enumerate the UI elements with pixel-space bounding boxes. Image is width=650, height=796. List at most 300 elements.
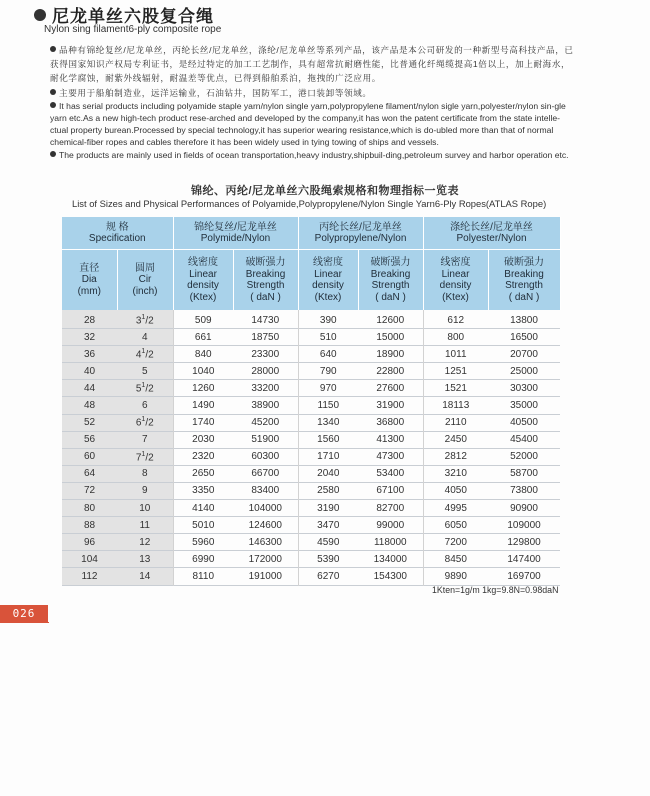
cell-value: 4 xyxy=(135,349,142,361)
table-cell xyxy=(173,448,233,465)
half-mark: 1 xyxy=(141,382,146,390)
cell-value: 2580 xyxy=(317,485,340,497)
table-cell xyxy=(298,431,358,448)
half-suffix: /2 xyxy=(145,451,154,463)
table-cell xyxy=(173,363,233,380)
header-en: Specification xyxy=(88,233,146,244)
cell-value: 67100 xyxy=(376,485,405,497)
cell-value: 9890 xyxy=(444,570,467,582)
table-cell xyxy=(298,329,358,346)
cell-value: 4590 xyxy=(317,536,340,548)
table-title-zh: 锦纶、丙纶/尼龙单丝六股绳索规格和物理指标一览表 xyxy=(190,185,460,197)
table-cell xyxy=(358,551,423,568)
table-cell xyxy=(358,329,423,346)
cell-value: 64 xyxy=(83,468,96,480)
table-cell xyxy=(298,414,358,431)
table-cell xyxy=(488,534,560,551)
table-row xyxy=(62,448,560,465)
table-cell xyxy=(173,482,233,499)
cell-value: 4140 xyxy=(192,502,215,514)
table-cell xyxy=(358,363,423,380)
table-cell xyxy=(423,551,488,568)
table-row xyxy=(62,482,560,499)
cell-value: 112 xyxy=(81,570,98,582)
subheader-en: Linear xyxy=(441,268,470,280)
table-cell xyxy=(488,397,560,414)
header-density xyxy=(298,250,358,311)
subheader-en: density xyxy=(312,280,344,291)
intro-paragraph xyxy=(50,43,578,86)
cell-value: 129800 xyxy=(507,536,541,548)
table-cell xyxy=(423,534,488,551)
table-cell xyxy=(233,431,298,448)
table-cell xyxy=(233,363,298,380)
cell-value: 96 xyxy=(83,536,96,548)
cell-value: 5 xyxy=(141,365,148,377)
header-strength xyxy=(233,250,298,311)
cell-value: 72 xyxy=(83,485,96,497)
cell-value: 2320 xyxy=(192,451,215,463)
subheader-zh: 破断强力 xyxy=(245,257,286,268)
cell-value: 18113 xyxy=(442,400,470,412)
table-title-en: List of Sizes and Physical Performances of Polyamide,Polypropylene/Nylon Single Yarn6-Ply Ropes(ATLAS Rope) xyxy=(72,198,547,209)
table-cell xyxy=(488,346,560,363)
cell-value: 154300 xyxy=(373,570,407,582)
cell-value: 30300 xyxy=(510,382,538,394)
table-cell xyxy=(488,482,560,499)
table-cell xyxy=(173,397,233,414)
subheader-en: Dia xyxy=(81,274,97,286)
cell-value: 6 xyxy=(135,417,142,429)
unit-note: 1Kten=1g/m 1kg=9.8N=0.98daN xyxy=(432,585,559,595)
table-cell xyxy=(423,329,488,346)
table-cell xyxy=(423,310,488,329)
table-cell xyxy=(117,310,173,329)
table-cell xyxy=(62,414,117,431)
cell-value: 5010 xyxy=(192,519,215,531)
table-cell xyxy=(62,448,117,465)
header-polypropylene-nylon xyxy=(298,217,423,250)
half-mark: 1 xyxy=(141,416,146,424)
cell-value: 7 xyxy=(135,451,142,463)
subheader-zh: 破断强力 xyxy=(370,257,411,268)
half-mark: 1 xyxy=(141,450,146,458)
cell-value: 4 xyxy=(141,331,148,343)
cell-value: 6050 xyxy=(444,519,467,531)
table-cell xyxy=(298,346,358,363)
table-row xyxy=(62,310,560,329)
table-cell xyxy=(117,431,173,448)
table-cell xyxy=(423,482,488,499)
cell-value: 60 xyxy=(83,451,96,463)
table-cell xyxy=(173,414,233,431)
cell-value: 1040 xyxy=(192,365,215,377)
cell-value: 27600 xyxy=(376,382,405,394)
table-cell xyxy=(423,346,488,363)
table-cell xyxy=(423,517,488,534)
table-cell xyxy=(117,346,173,363)
cell-value: 5 xyxy=(135,383,142,395)
table-cell xyxy=(233,397,298,414)
cell-value: 11 xyxy=(139,519,150,531)
cell-value: 970 xyxy=(319,382,337,394)
table-row xyxy=(62,551,560,568)
table-cell xyxy=(173,551,233,568)
table-cell xyxy=(358,431,423,448)
intro-zh-1: 品种有锦纶复丝/尼龙单丝，丙纶长丝/尼龙单丝，涤纶/尼龙单丝等系列产品，该产品是本公司研发的一种新型号高科技产品，已获得国家知识产权局专利证书，是经过特定的加工工艺制作，具有超常抗耐磨性能，比普通化纤绳缆提高1倍以上，加上耐海水，耐化学腐蚀，耐紫外线辐射，耐温差等优点，已得到船舶系泊，拖拽的广泛应用。 xyxy=(50,45,574,84)
table-cell xyxy=(488,517,560,534)
table-cell xyxy=(358,568,423,585)
table-cell xyxy=(358,380,423,397)
table-cell xyxy=(62,465,117,482)
table-cell xyxy=(62,517,117,534)
header-zh: 规 格 xyxy=(105,221,129,233)
table-cell xyxy=(358,482,423,499)
half-suffix: /2 xyxy=(145,315,154,327)
cell-value: 12 xyxy=(139,536,151,548)
half-suffix: /2 xyxy=(145,383,154,395)
header-zh: 涤纶长丝/尼龙单丝 xyxy=(450,221,533,233)
cell-value: 7 xyxy=(141,434,148,446)
cell-value: 2812 xyxy=(444,451,467,463)
subheader-unit: ( daN ) xyxy=(375,291,406,303)
cell-value: 73800 xyxy=(510,485,538,497)
cell-value: 612 xyxy=(447,314,465,326)
table-cell xyxy=(173,431,233,448)
table-cell xyxy=(62,346,117,363)
table-cell xyxy=(298,448,358,465)
table-cell xyxy=(62,568,117,585)
subheader-en: Linear xyxy=(314,268,342,280)
cell-value: 25000 xyxy=(510,365,538,377)
table-cell xyxy=(358,534,423,551)
subheader-unit: (mm) xyxy=(77,285,101,297)
header-en: Polypropylene/Nylon xyxy=(314,233,407,244)
table-row xyxy=(62,414,560,431)
cell-value: 40 xyxy=(83,365,96,377)
table-cell xyxy=(298,500,358,517)
cell-value: 124600 xyxy=(248,519,282,531)
subheader-zh: 破断强力 xyxy=(504,257,545,268)
table-cell xyxy=(117,448,173,465)
cell-value: 800 xyxy=(447,331,465,343)
table-cell xyxy=(358,448,423,465)
table-cell xyxy=(358,465,423,482)
table-cell xyxy=(298,380,358,397)
header-density xyxy=(173,250,233,311)
table-cell xyxy=(298,465,358,482)
table-cell xyxy=(488,310,560,329)
table-cell xyxy=(62,551,117,568)
subheader-unit: ( daN ) xyxy=(250,291,281,303)
header-en: Polyester/Nylon xyxy=(456,233,527,244)
cell-value: 104 xyxy=(81,553,98,565)
table-cell xyxy=(298,517,358,534)
cell-value: 661 xyxy=(194,331,212,343)
cell-value: 88 xyxy=(83,519,96,531)
subheader-unit: (Ktex) xyxy=(442,291,469,303)
subheader-en: Strength xyxy=(246,280,285,291)
cell-value: 18750 xyxy=(251,331,280,343)
table-cell xyxy=(423,448,488,465)
table-cell xyxy=(173,346,233,363)
cell-value: 640 xyxy=(319,348,337,360)
cell-value: 4995 xyxy=(444,502,467,514)
cell-value: 41300 xyxy=(376,434,405,446)
cell-value: 8110 xyxy=(192,570,215,582)
cell-value: 104000 xyxy=(248,502,282,514)
table-cell xyxy=(423,431,488,448)
cell-value: 7200 xyxy=(444,536,467,548)
title-en: Nylon sing filament6-ply composite rope xyxy=(44,24,222,35)
cell-value: 4050 xyxy=(444,485,467,497)
table-row xyxy=(62,517,560,534)
header-strength xyxy=(358,250,423,311)
table-cell xyxy=(173,568,233,585)
cell-value: 509 xyxy=(194,314,212,326)
table-cell xyxy=(488,431,560,448)
table-cell xyxy=(298,397,358,414)
cell-value: 1260 xyxy=(192,382,215,394)
cell-value: 390 xyxy=(319,314,337,326)
subheader-en: density xyxy=(439,280,472,291)
cell-value: 99000 xyxy=(376,519,405,531)
subheader-zh: 直径 xyxy=(79,262,100,274)
table-cell xyxy=(117,551,173,568)
cell-value: 1521 xyxy=(444,382,467,394)
page-number: 026 xyxy=(0,605,48,623)
subheader-en: Breaking xyxy=(370,268,411,280)
table-cell xyxy=(173,465,233,482)
cell-value: 147400 xyxy=(507,553,541,565)
half-suffix: /2 xyxy=(145,349,154,361)
table-cell xyxy=(423,465,488,482)
cell-value: 38900 xyxy=(251,400,280,412)
cell-value: 1150 xyxy=(317,400,340,412)
cell-value: 2110 xyxy=(445,417,467,429)
table-cell xyxy=(358,346,423,363)
subheader-en: Linear xyxy=(189,268,217,280)
cell-value: 35000 xyxy=(510,400,538,412)
cell-value: 6 xyxy=(141,400,148,412)
table-cell xyxy=(173,500,233,517)
cell-value: 3 xyxy=(135,315,142,327)
subheader-en: Breaking xyxy=(504,268,544,280)
cell-value: 36800 xyxy=(376,417,405,429)
half-suffix: /2 xyxy=(145,417,154,429)
intro-text xyxy=(50,43,578,161)
cell-value: 1251 xyxy=(444,365,467,377)
cell-value: 13800 xyxy=(510,314,538,326)
table-cell xyxy=(117,465,173,482)
bullet-icon xyxy=(50,102,56,108)
intro-en-2: The products are mainly used in fields of ocean transportation,heavy industry,shipbuil-ding,petroleum survey and harbor operation etc. xyxy=(59,149,569,160)
cell-value: 118000 xyxy=(373,536,407,548)
table-cell xyxy=(233,448,298,465)
subheader-zh: 线密度 xyxy=(440,257,471,268)
cell-value: 790 xyxy=(319,365,337,377)
cell-value: 510 xyxy=(319,331,337,343)
table-cell xyxy=(423,363,488,380)
table-cell xyxy=(358,517,423,534)
table-cell xyxy=(233,414,298,431)
table-cell xyxy=(233,551,298,568)
subheader-zh: 线密度 xyxy=(188,257,219,268)
table-cell xyxy=(358,414,423,431)
cell-value: 36 xyxy=(83,348,96,360)
table-cell xyxy=(233,465,298,482)
cell-value: 82700 xyxy=(376,502,405,514)
subheader-en: Strength xyxy=(505,280,543,291)
table-cell xyxy=(423,568,488,585)
table-cell xyxy=(488,329,560,346)
cell-value: 109000 xyxy=(507,519,541,531)
table-cell xyxy=(233,346,298,363)
cell-value: 20700 xyxy=(510,348,538,360)
cell-value: 2450 xyxy=(444,434,467,446)
table-cell xyxy=(117,363,173,380)
table-cell xyxy=(62,363,117,380)
subheader-unit: (Ktex) xyxy=(314,291,342,303)
table-cell xyxy=(173,534,233,551)
cell-value: 3470 xyxy=(317,519,340,531)
cell-value: 14 xyxy=(139,570,151,582)
half-mark: 1 xyxy=(141,348,146,356)
cell-value: 48 xyxy=(83,400,96,412)
table-cell xyxy=(488,551,560,568)
cell-value: 8 xyxy=(141,468,148,480)
cell-value: 1560 xyxy=(317,434,340,446)
table-cell xyxy=(173,310,233,329)
cell-value: 51900 xyxy=(251,434,280,446)
table-cell xyxy=(423,380,488,397)
table-cell xyxy=(233,500,298,517)
cell-value: 3350 xyxy=(192,485,215,497)
table-body xyxy=(62,310,560,585)
cell-value: 18900 xyxy=(376,348,405,360)
subheader-en: Cir xyxy=(138,274,152,286)
table-cell xyxy=(423,414,488,431)
table-cell xyxy=(298,310,358,329)
spec-table xyxy=(62,217,561,586)
table-cell xyxy=(298,534,358,551)
table-row xyxy=(62,397,560,414)
table-cell xyxy=(488,363,560,380)
subheader-unit: (inch) xyxy=(132,285,158,297)
cell-value: 1011 xyxy=(445,348,467,360)
cell-value: 66700 xyxy=(251,468,280,480)
table-cell xyxy=(117,329,173,346)
table-cell xyxy=(117,397,173,414)
cell-value: 2040 xyxy=(317,468,340,480)
table-row xyxy=(62,380,560,397)
subheader-unit: ( daN ) xyxy=(508,291,540,303)
table-cell xyxy=(173,517,233,534)
table-cell xyxy=(358,310,423,329)
table-cell xyxy=(233,380,298,397)
header-dia xyxy=(62,250,117,311)
cell-value: 16500 xyxy=(510,331,538,343)
table-row xyxy=(62,329,560,346)
header-zh: 锦纶复丝/尼龙单丝 xyxy=(194,221,277,233)
header-specification xyxy=(62,217,173,250)
table-cell xyxy=(488,414,560,431)
cell-value: 3190 xyxy=(317,502,340,514)
table-row xyxy=(62,534,560,551)
table-row xyxy=(62,500,560,517)
table-cell xyxy=(298,568,358,585)
cell-value: 60300 xyxy=(251,451,280,463)
cell-value: 6270 xyxy=(317,570,340,582)
table-row xyxy=(62,363,560,380)
table-cell xyxy=(173,380,233,397)
intro-zh-2: 主要用于船舶制造业，远洋运输业，石油钻井，国防军工，港口装卸等领域。 xyxy=(59,87,372,98)
cell-value: 14730 xyxy=(251,314,280,326)
cell-value: 2030 xyxy=(192,434,215,446)
table-cell xyxy=(233,329,298,346)
cell-value: 53400 xyxy=(376,468,405,480)
table-cell xyxy=(488,465,560,482)
table-row xyxy=(62,346,560,363)
table-cell xyxy=(298,482,358,499)
table-cell xyxy=(62,310,117,329)
cell-value: 840 xyxy=(194,348,212,360)
cell-value: 52000 xyxy=(510,451,538,463)
cell-value: 1490 xyxy=(192,400,215,412)
cell-value: 32 xyxy=(83,331,96,343)
bullet-icon xyxy=(50,89,56,95)
table-cell xyxy=(117,414,173,431)
cell-value: 172000 xyxy=(248,553,282,565)
table-cell xyxy=(488,568,560,585)
cell-value: 6990 xyxy=(192,553,215,565)
cell-value: 1740 xyxy=(192,417,215,429)
intro-paragraph xyxy=(50,149,578,161)
table-cell xyxy=(117,380,173,397)
cell-value: 191000 xyxy=(248,570,282,582)
table-cell xyxy=(62,380,117,397)
table-cell xyxy=(233,517,298,534)
table-cell xyxy=(298,551,358,568)
table-cell xyxy=(488,380,560,397)
header-polymide-nylon xyxy=(173,217,298,250)
table-cell xyxy=(62,534,117,551)
cell-value: 2650 xyxy=(192,468,215,480)
header-en: Polymide/Nylon xyxy=(200,233,271,244)
table-row xyxy=(62,465,560,482)
cell-value: 33200 xyxy=(251,382,280,394)
table-cell xyxy=(117,500,173,517)
table-cell xyxy=(117,568,173,585)
table-cell xyxy=(358,500,423,517)
bullet-icon xyxy=(50,46,56,52)
table-cell xyxy=(117,534,173,551)
cell-value: 146300 xyxy=(248,536,282,548)
cell-value: 31900 xyxy=(376,400,405,412)
table-cell xyxy=(488,500,560,517)
cell-value: 52 xyxy=(83,417,96,429)
cell-value: 83400 xyxy=(251,485,280,497)
cell-value: 10 xyxy=(139,502,151,514)
cell-value: 23300 xyxy=(251,348,280,360)
cell-value: 44 xyxy=(83,382,96,394)
cell-value: 9 xyxy=(141,485,148,497)
table-row xyxy=(62,568,560,585)
cell-value: 5390 xyxy=(317,553,340,565)
title-zh: 尼龙单丝六股复合绳 xyxy=(52,7,214,26)
table-cell xyxy=(423,500,488,517)
intro-en-1: It has serial products including polyamide staple yarn/nylon single yarn,polypropylene filament/nylon sigle yarn,polyester/nylon sin-gle yarn etc.As a new high-tech product rese-arched and developed by the company,it has won the patent certificate from the state intelle-ctual property burean.Processed by special technology,it has superior wearing resistance,which is do-ubled more than that of normal chemical-fiber ropes and cables therefore it has been widely used in tying towing of ships and vessels. xyxy=(50,100,566,148)
